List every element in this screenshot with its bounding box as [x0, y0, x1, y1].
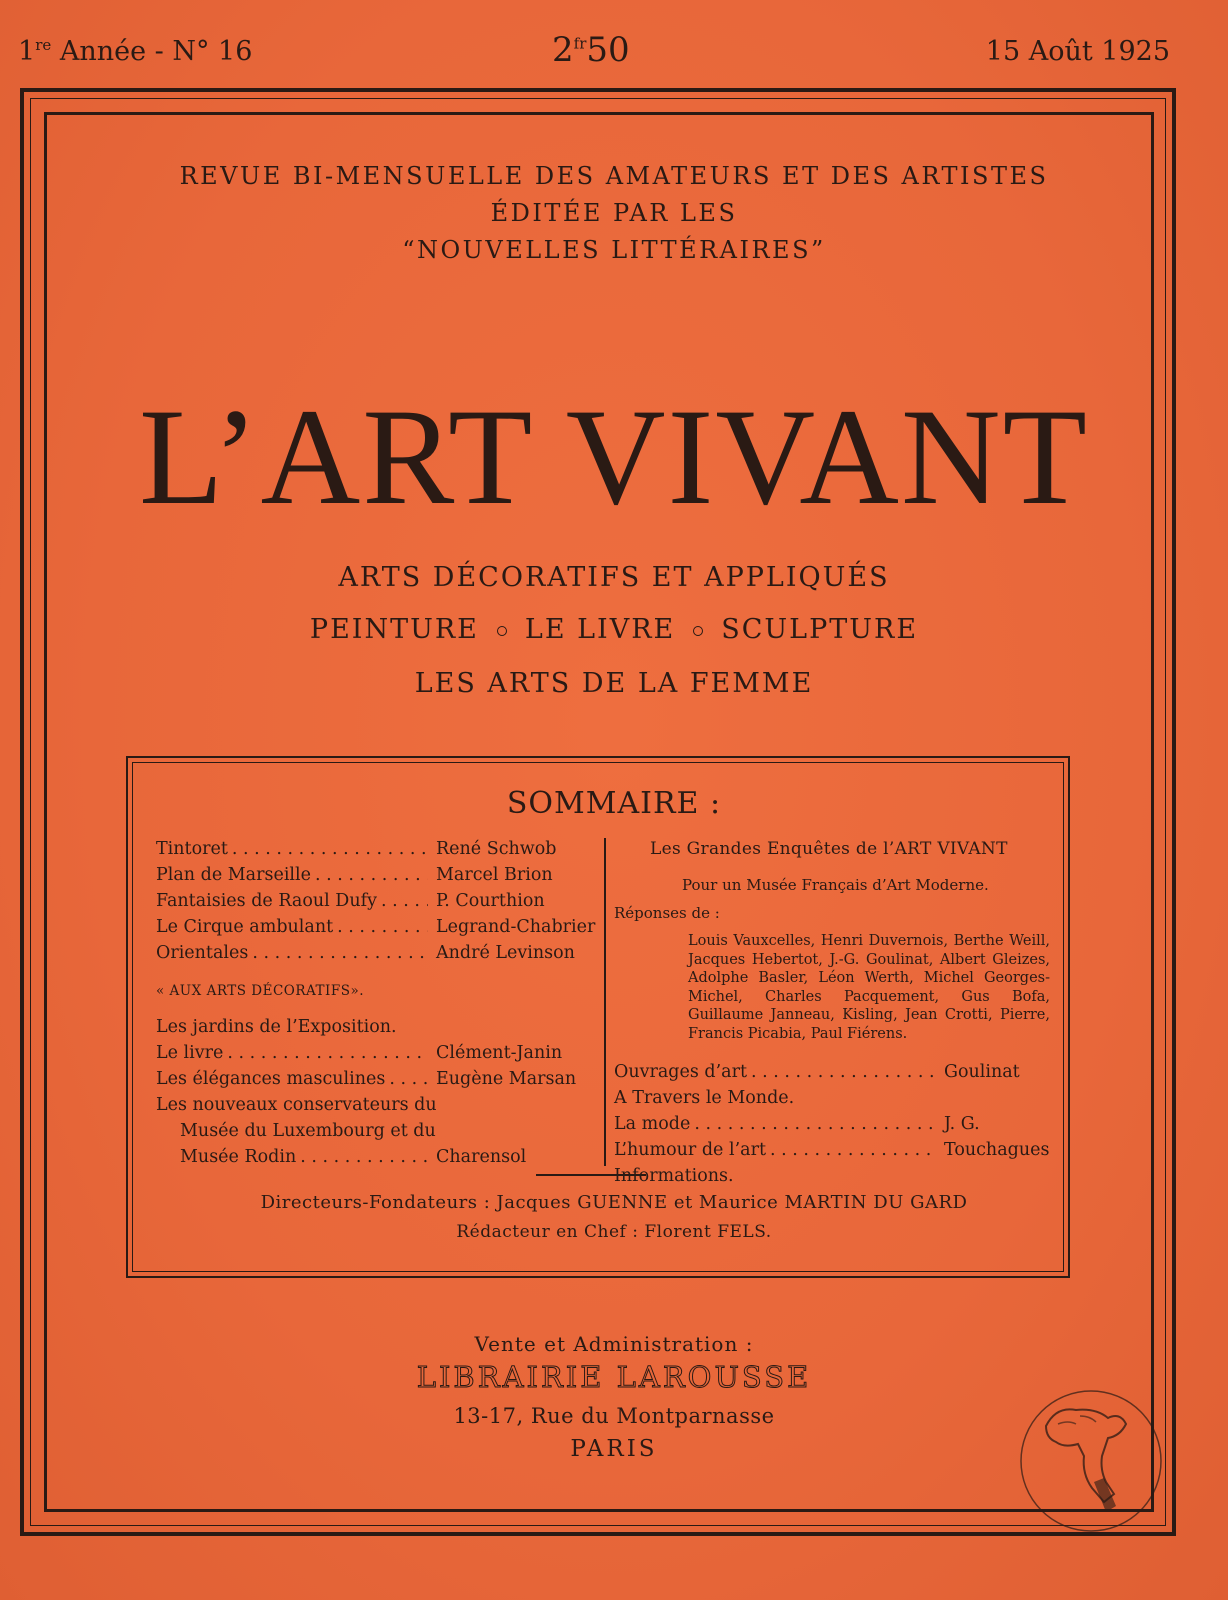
toc-entry: Fantaisies de Raoul Dufy . . . P. Courthion — [156, 888, 596, 914]
editor-line: Rédacteur en Chef : Florent FELS. — [456, 1222, 772, 1242]
directors-line: Directeurs-Fondateurs : Jacques GUENNE et Maurice MARTIN DU GARD — [260, 1192, 968, 1213]
rubric-line-1: ARTS DÉCORATIFS ET APPLIQUÉS — [338, 562, 890, 593]
toc-entry-line: Les nouveaux conservateurs du — [156, 1095, 437, 1115]
toc-entry: Orientales . . . André Levinson — [156, 940, 596, 966]
column-divider — [604, 838, 606, 1166]
toc-entry: Musée Rodin . . . Charensol — [156, 1144, 596, 1170]
respondents-list: Louis Vauxcelles, Henri Duvernois, Berthe Weill, Jacques Hebertot, J.-G. Goulinat, Albert Gleizes, Adolphe Basler, Léon Werth, Michel Georges-Michel, Charles Pacquement, Gus Bofa, Guillaume Janneau, Kisling, Jean Crotti, Pierre, Francis Picabia, Paul Fiérens. — [688, 933, 1050, 1042]
ornament-dot-icon — [693, 626, 703, 636]
publisher-name: LIBRAIRIE LAROUSSE — [416, 1360, 812, 1394]
toc-entry: Le Cirque ambulant . . . Legrand-Chabrier — [156, 914, 596, 940]
ornament-dot-icon — [497, 626, 507, 636]
magazine-title: L’ART VIVANT — [139, 380, 1089, 533]
masthead-subtitle-1: REVUE BI-MENSUELLE DES AMATEURS ET DES ARTISTES — [179, 162, 1049, 190]
masthead-subtitle-2: ÉDITÉE PAR LES — [490, 199, 738, 227]
sommaire-right-column — [614, 836, 1054, 1189]
toc-entry: La mode . . . J. G. — [614, 1111, 1054, 1137]
toc-entry: A Travers le Monde. — [614, 1088, 795, 1108]
price: $2^{fr}50$ — [552, 30, 630, 70]
toc-entry: Informations. — [614, 1166, 734, 1186]
issue-date: 15 Août 1925 — [985, 36, 1170, 67]
sommaire-heading: SOMMAIRE : — [506, 786, 722, 821]
section-heading: « AUX ARTS DÉCORATIFS». — [156, 983, 365, 999]
enquete-subtitle: Pour un Musée Français d’Art Moderne. — [682, 876, 989, 894]
toc-entry: Ouvrages d’art . . . Goulinat — [614, 1059, 1054, 1085]
toc-entry: Les élégances masculines . . . Eugène Marsan — [156, 1066, 596, 1092]
issue-number: 1re Année - N° 16 — [18, 36, 253, 67]
toc-entry: Plan de Marseille . . . Marcel Brion — [156, 862, 596, 888]
hand-holding-pen-seal-icon — [1016, 1386, 1166, 1536]
toc-entry: Le livre . . . Clément-Janin — [156, 1040, 596, 1066]
sales-heading: Vente et Administration : — [474, 1332, 754, 1356]
toc-entry: Tintoret . . . René Schwob — [156, 836, 596, 862]
rubric-line-3: LES ARTS DE LA FEMME — [414, 668, 814, 699]
toc-entry: L’humour de l’art . . . Touchagues — [614, 1137, 1054, 1163]
sommaire-left-column — [156, 836, 596, 1170]
toc-entry: Les jardins de l’Exposition. — [156, 1017, 397, 1037]
publisher-city: PARIS — [570, 1436, 658, 1462]
reponses-label: Réponses de : — [614, 904, 720, 922]
enquete-title: Les Grandes Enquêtes de l’ART VIVANT — [650, 839, 1008, 859]
publisher-address: 13-17, Rue du Montparnasse — [453, 1404, 775, 1428]
masthead-subtitle-3: “NOUVELLES LITTÉRAIRES” — [402, 236, 826, 264]
toc-entry-line: Musée du Luxembourg et du — [180, 1121, 436, 1141]
rubric-line-2: PEINTURE LE LIVRE SCULPTURE — [309, 614, 919, 645]
